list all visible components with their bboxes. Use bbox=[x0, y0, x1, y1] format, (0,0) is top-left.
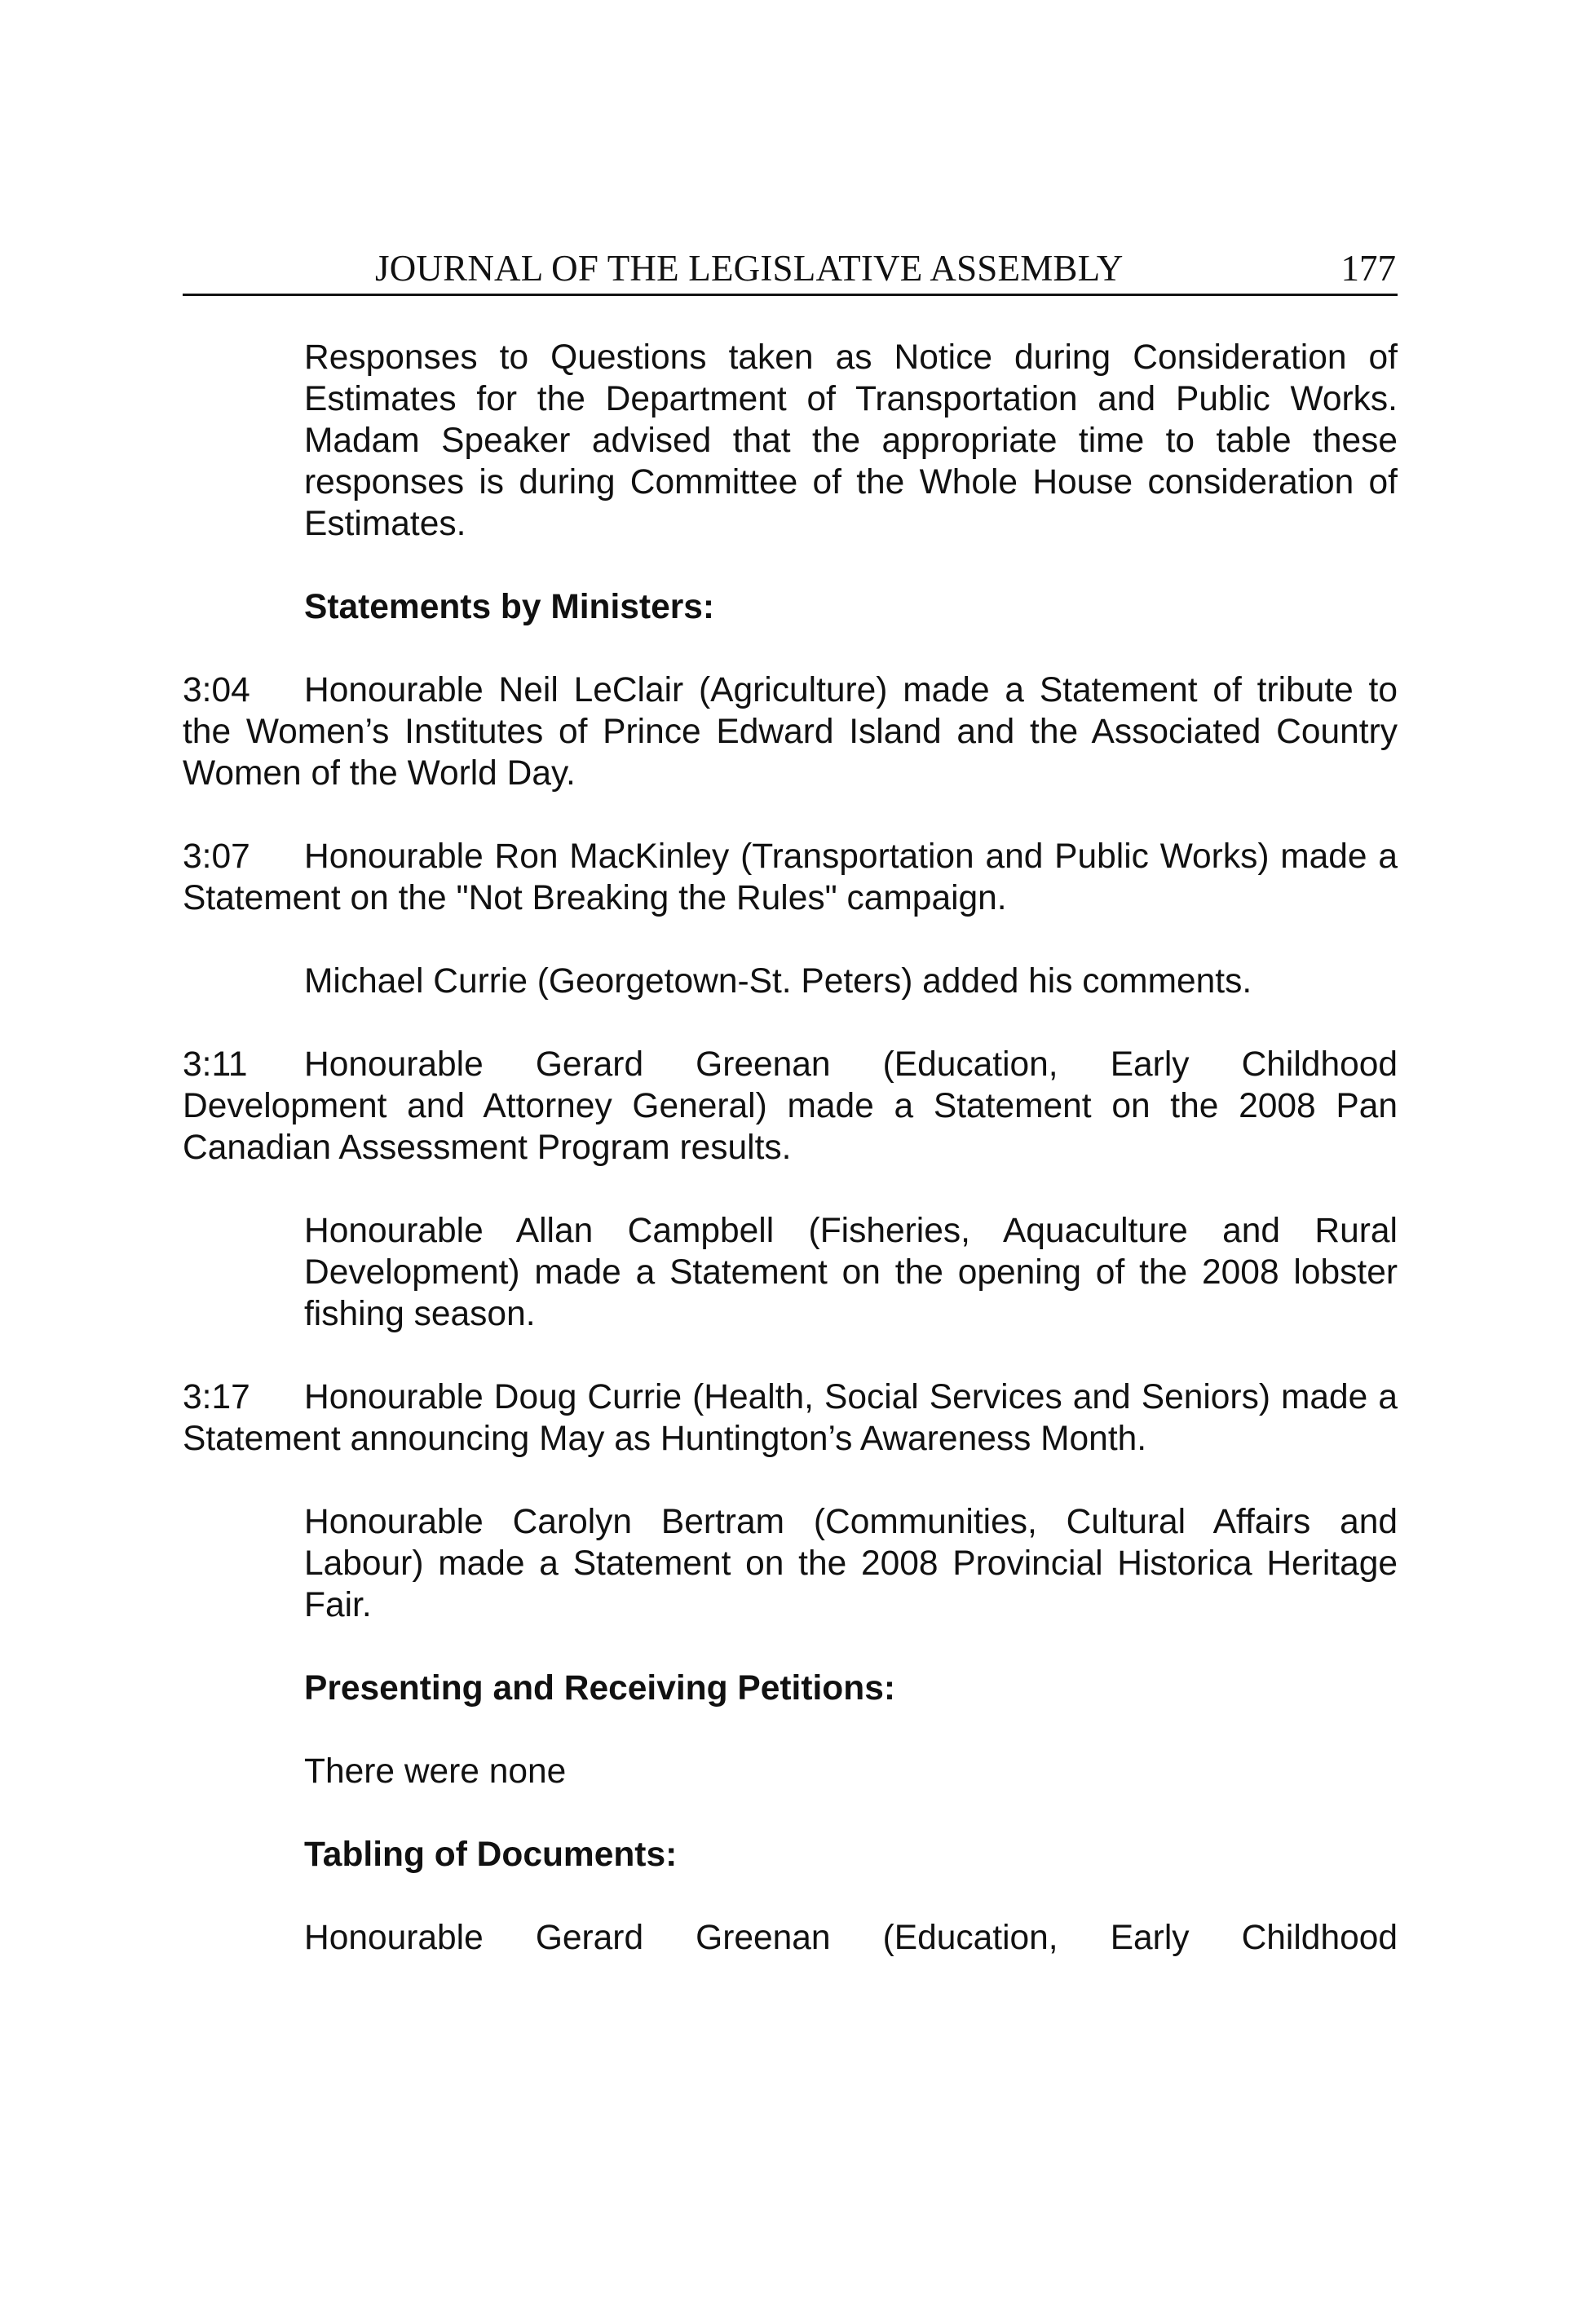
page-number: 177 bbox=[1340, 248, 1396, 289]
statement-time: 3:11 bbox=[183, 1045, 248, 1084]
journal-title: JOURNAL OF THE LEGISLATIVE ASSEMBLY bbox=[375, 248, 1124, 289]
statement-time: 3:04 bbox=[183, 671, 250, 709]
heading-petitions: Presenting and Receiving Petitions: bbox=[304, 1669, 896, 1708]
page-header bbox=[183, 245, 1398, 296]
document-page bbox=[183, 245, 1398, 2000]
statement-followup: Honourable Carolyn Bertram (Communities, Cultural Affairs and Labour) made a Statement on the 2008 Provincial Historica Heritage Fair. bbox=[304, 1503, 1398, 1624]
heading-statements-by-ministers: Statements by Ministers: bbox=[304, 588, 715, 626]
tabling-text: Honourable Gerard Greenan (Education, Early Childhood bbox=[304, 1919, 1398, 1957]
heading-tabling-of-documents: Tabling of Documents: bbox=[304, 1836, 678, 1874]
statement-entry bbox=[183, 669, 1398, 794]
statement-text: Honourable Doug Currie (Health, Social Services and Seniors) made a Statement announcing May as Huntington’s Awareness Month. bbox=[183, 1378, 1398, 1458]
statement-entry bbox=[183, 1044, 1398, 1169]
journal-body bbox=[183, 337, 1398, 1959]
paragraph-responses: Responses to Questions taken as Notice during Consideration of Estimates for the Department of Transportation and Public Works. Madam Speaker advised that the appropriate time to table these responses is during Committee of the Whole House consideration of Estimates. bbox=[304, 338, 1398, 543]
statement-time: 3:17 bbox=[183, 1378, 250, 1416]
petitions-text: There were none bbox=[304, 1752, 567, 1791]
statement-entry bbox=[183, 1376, 1398, 1460]
statement-time: 3:07 bbox=[183, 837, 250, 876]
statement-followup: Honourable Allan Campbell (Fisheries, Aquaculture and Rural Development) made a Statement on the opening of the 2008 lobster fishing season. bbox=[304, 1212, 1398, 1333]
statement-text: Honourable Ron MacKinley (Transportation and Public Works) made a Statement on the "Not Breaking the Rules" campaign. bbox=[183, 837, 1398, 917]
statement-entry bbox=[183, 836, 1398, 919]
statement-text: Honourable Neil LeClair (Agriculture) made a Statement of tribute to the Women’s Institutes of Prince Edward Island and the Associated Country Women of the World Day. bbox=[183, 671, 1398, 793]
statement-text: Honourable Gerard Greenan (Education, Early Childhood Development and Attorney General) made a Statement on the 2008 Pan Canadian Assessment Program results. bbox=[183, 1045, 1398, 1167]
statement-comment: Michael Currie (Georgetown-St. Peters) added his comments. bbox=[304, 962, 1252, 1001]
